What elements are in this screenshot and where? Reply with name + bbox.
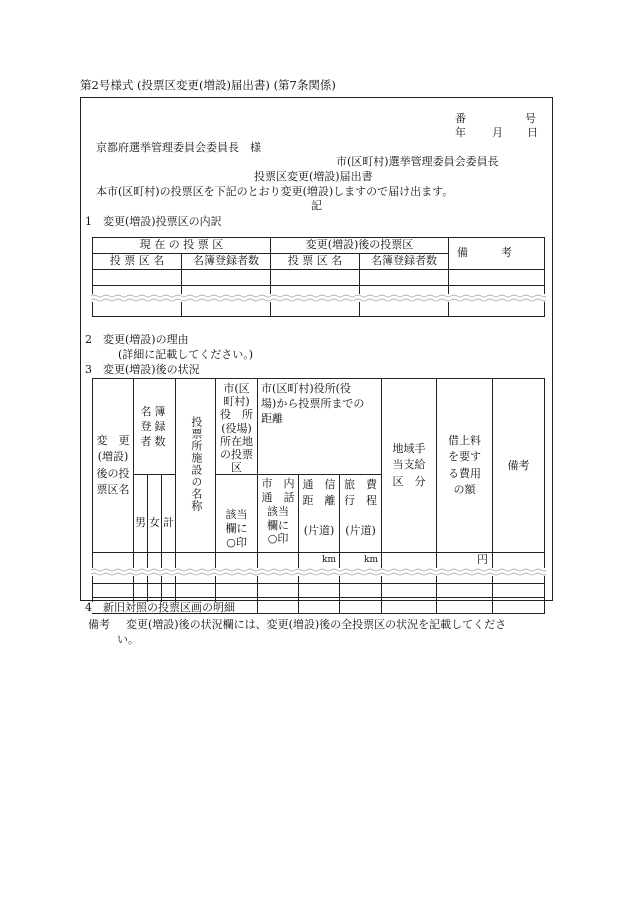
sender: 市(区町村)選挙管理委員会委員長	[336, 155, 499, 168]
table-row	[93, 583, 545, 597]
mark-location: 該当 欄に ○印	[216, 475, 258, 553]
number-suffix: 号	[525, 112, 536, 125]
travel-col	[340, 475, 382, 553]
date-year: 年	[455, 126, 466, 139]
current-district-header: 現 在 の 投 票 区	[93, 238, 271, 254]
unit-km-1: km	[299, 553, 340, 568]
distance-col: 市(区町村)役所(役 場)から投票所までの 距離	[258, 379, 382, 475]
intro-text: 本市(区町村)の投票区を下記のとおり変更(増設)しますので届け出ます。	[96, 185, 454, 198]
changed-district-header: 変更(増設)後の投票区	[271, 238, 449, 254]
unit-yen: 円	[437, 553, 493, 568]
document-title: 投票区変更(増設)届出書	[254, 170, 373, 183]
footer-note-text: 変更(増設)後の状況欄には、変更(増設)後の全投票区の状況を記載してくださ	[126, 618, 507, 631]
rent-col: 借上料 を要す る費用 の額	[437, 379, 493, 553]
remarks-col: 備考	[493, 379, 545, 553]
section1-heading: 1 変更(増設)投票区の内訳	[85, 215, 222, 228]
breakdown-table	[92, 237, 545, 317]
comm-col	[299, 475, 340, 553]
number-label: 番	[455, 112, 466, 125]
date-day: 日	[527, 126, 538, 139]
registered-count-header-2: 名簿登録者数	[360, 254, 449, 270]
table-row	[93, 270, 545, 286]
registered-col: 名簿 登録 者数	[134, 379, 176, 475]
table-break-mark-2	[91, 567, 546, 577]
facility-col	[176, 379, 216, 553]
intra-city-col	[258, 475, 299, 553]
intra-city-text: 市 内 通 話	[261, 477, 295, 505]
travel-oneway: (片道)	[345, 524, 376, 538]
female-col: 女	[148, 475, 162, 553]
male-col: 男	[134, 475, 148, 553]
remarks-header: 備 考	[449, 238, 545, 270]
footer-note-text-2: い。	[117, 633, 139, 646]
district-name-header-2: 投 票 区 名	[271, 254, 360, 270]
addressee: 京都府選挙管理委員会委員長 様	[96, 141, 261, 154]
section2-note: (詳細に記載してください。)	[118, 348, 254, 361]
mark-intra-city: 該当 欄に ○印	[267, 504, 290, 546]
form-title: 第2号様式 (投票区変更(増設)届出書) (第7条関係)	[80, 78, 336, 92]
table-row	[93, 553, 545, 568]
table-break-mark	[91, 293, 546, 303]
district-name-col: 変 更 (増設) 後の投 票区名	[93, 379, 134, 553]
unit-km-2: km	[340, 553, 382, 568]
allowance-col: 地域手 当支給 区 分	[382, 379, 437, 553]
facility-col-text: 投票所施設の名称	[189, 415, 203, 512]
footer-note-label: 備考	[88, 618, 110, 631]
ki-label: 記	[311, 199, 322, 212]
district-name-header: 投 票 区 名	[93, 254, 182, 270]
section2-heading: 2 変更(増設)の理由	[85, 333, 189, 346]
comm-oneway: (片道)	[303, 524, 335, 538]
registered-count-header: 名簿登録者数	[182, 254, 271, 270]
total-col: 計	[162, 475, 176, 553]
section4-heading: 4 新旧対照の投票区画の明細	[85, 601, 235, 614]
travel-text: 旅 費 行 程	[344, 478, 378, 507]
location-col: 市(区 町村) 役 所 (役場) 所在地 の投票 区	[216, 379, 258, 475]
date-month: 月	[492, 126, 503, 139]
section3-heading: 3 変更(増設)後の状況	[85, 363, 200, 376]
status-table	[92, 378, 545, 614]
comm-text: 通 信 距 離	[302, 478, 336, 507]
